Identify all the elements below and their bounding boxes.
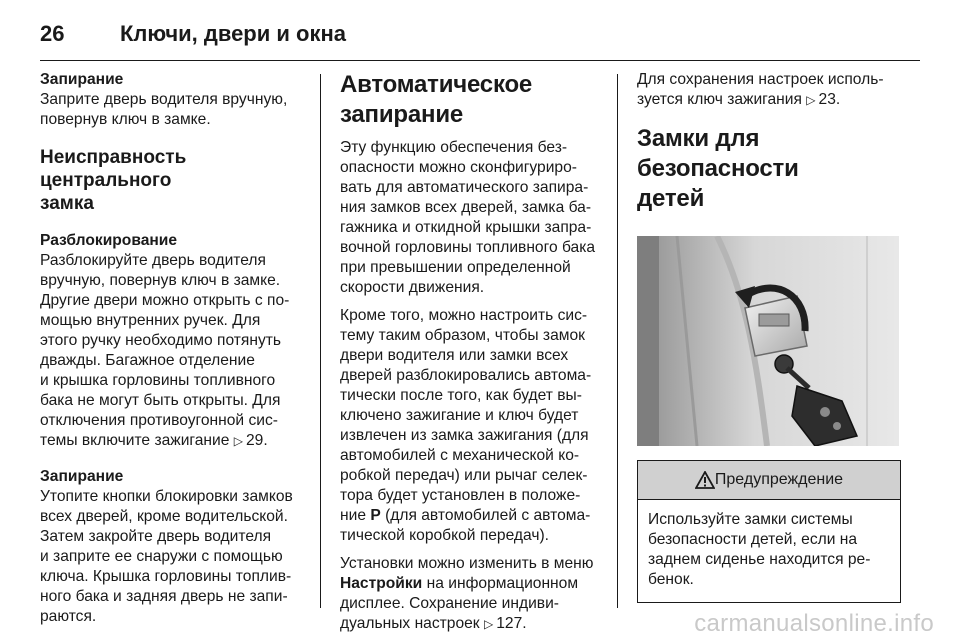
child-locks-heading-line: детей xyxy=(637,185,705,212)
site-watermark: carmanualsonline.info xyxy=(694,610,934,637)
auto-lock-para2-line: двери водителя или замки всех xyxy=(340,347,569,364)
lock2-text-line: ключа. Крышка горловины топлив- xyxy=(40,568,292,585)
child-lock-illustration xyxy=(637,236,899,446)
auto-lock-para1-line: опасности можно сконфигуриро- xyxy=(340,159,577,176)
page-reference-link[interactable]: ▷ 23. xyxy=(806,91,840,108)
auto-lock-para2-line: тической коробкой передач). xyxy=(340,527,550,544)
intro-line xyxy=(637,90,902,110)
auto-lock-para2-line: тически после того, как будет вы- xyxy=(340,387,582,404)
text-fragment: дуальных настроек xyxy=(340,615,480,632)
text-fragment: зуется ключ зажигания xyxy=(637,91,802,108)
page-number: 26 xyxy=(40,21,65,46)
column-divider-1 xyxy=(320,74,321,608)
warning-icon xyxy=(695,471,715,489)
unlock-text-line: отключения противоугонной сис- xyxy=(40,412,278,429)
lock2-text-line: Утопите кнопки блокировки замков xyxy=(40,488,293,505)
auto-lock-para3-line xyxy=(340,614,605,634)
auto-lock-para2-line: Кроме того, можно настроить сис- xyxy=(340,307,588,324)
lock2-text-line: Затем закройте дверь водителя xyxy=(40,528,272,545)
lock-text-line: повернув ключ в замке. xyxy=(40,111,211,128)
auto-lock-para1-line: вать для автоматического запира- xyxy=(340,179,589,196)
text-fragment: (для автомобилей с автома- xyxy=(385,507,591,524)
auto-lock-para1-line: Эту функцию обеспечения без- xyxy=(340,139,568,156)
warning-text-line: Используйте замки системы xyxy=(648,511,853,528)
auto-lock-para2-line: ключено зажигание и ключ будет xyxy=(340,407,579,424)
header-divider xyxy=(40,60,920,61)
auto-lock-para1-line: скорости движения. xyxy=(340,279,485,296)
auto-lock-para1-line: гажника и откидной крышки запра- xyxy=(340,219,592,236)
selector-position-p: P xyxy=(370,507,381,524)
warning-box xyxy=(637,460,901,603)
unlock-text-line: мощью внутренних ручек. Для xyxy=(40,312,261,329)
auto-lock-para1-line: вочной горловины топливного бака xyxy=(340,239,596,256)
settings-menu-name: Настройки xyxy=(340,575,423,592)
unlock-text-line xyxy=(40,431,302,451)
auto-lock-para2-line: тора будет установлен в положе- xyxy=(340,487,581,504)
warning-header xyxy=(638,461,900,500)
auto-lock-para3-line xyxy=(340,574,605,594)
lock2-text-line: раются. xyxy=(40,608,97,625)
lock2-text-line: всех дверей, кроме водительской. xyxy=(40,508,288,525)
lock-text-line: Заприте дверь водителя вручную, xyxy=(40,91,288,108)
fault-heading-line: замка xyxy=(40,193,94,214)
unlock-text-line: и крышка горловины топливного xyxy=(40,372,276,389)
auto-lock-para3-line: дисплее. Сохранение индиви- xyxy=(340,595,559,612)
page-reference-link[interactable]: ▷ 29. xyxy=(234,432,268,449)
lock2-text-line: ного бака и задняя дверь не запи- xyxy=(40,588,288,605)
warning-title: Предупреждение xyxy=(714,471,844,488)
column-1 xyxy=(40,70,302,627)
auto-lock-para1-line: ния замков всех дверей, замка ба- xyxy=(340,199,592,216)
text-fragment: ние xyxy=(340,507,366,524)
child-lock-drawing xyxy=(637,236,899,446)
unlock-text-line: Другие двери можно открыть с по- xyxy=(40,292,290,309)
column-divider-2 xyxy=(617,74,618,608)
text-fragment: на информационном xyxy=(426,575,579,592)
column-2 xyxy=(340,70,605,634)
auto-lock-heading-line: запирание xyxy=(340,101,464,128)
warning-body xyxy=(638,500,900,602)
auto-lock-para2-line: автомобилей с механической ко- xyxy=(340,447,580,464)
fault-heading-line: Неисправность центрального xyxy=(40,147,187,191)
warning-text-line: бенок. xyxy=(648,571,694,588)
chapter-title: Ключи, двери и окна xyxy=(120,21,346,46)
lock2-subheading: Запирание xyxy=(40,468,124,485)
unlock-text-line: дважды. Багажное отделение xyxy=(40,352,255,369)
unlock-text-fragment: темы включите зажигание xyxy=(40,432,230,449)
unlock-text-line: Разблокируйте дверь водителя xyxy=(40,252,266,269)
intro-line: Для сохранения настроек исполь- xyxy=(637,71,884,88)
lock2-text-line: и заприте ее снаружи с помощью xyxy=(40,548,283,565)
lock-subheading: Запирание xyxy=(40,71,124,88)
auto-lock-para1-line: при превышении определенной xyxy=(340,259,571,276)
auto-lock-para2-line: дверей разблокировались автома- xyxy=(340,367,592,384)
unlock-text-line: этого ручку необходимо потянуть xyxy=(40,332,282,349)
child-locks-heading-line: Замки для безопасности xyxy=(637,125,799,182)
auto-lock-heading-line: Автоматическое xyxy=(340,71,533,98)
auto-lock-para2-line xyxy=(340,506,605,526)
warning-text-line: безопасности детей, если на xyxy=(648,531,858,548)
unlock-subheading: Разблокирование xyxy=(40,232,178,249)
page-reference-link[interactable]: ▷ 127. xyxy=(484,615,527,632)
column-3 xyxy=(637,70,902,603)
auto-lock-para3-line: Установки можно изменить в меню xyxy=(340,555,594,572)
auto-lock-para2-line: извлечен из замка зажигания (для xyxy=(340,427,589,444)
page-header xyxy=(40,14,346,54)
warning-text-line: заднем сиденье находится ре- xyxy=(648,551,871,568)
auto-lock-para2-line: робкой передач) или рычаг селек- xyxy=(340,467,588,484)
auto-lock-para2-line: тему таким образом, чтобы замок xyxy=(340,327,585,344)
unlock-text-line: бака не могут быть открыты. Для xyxy=(40,392,281,409)
unlock-text-line: вручную, повернув ключ в замке. xyxy=(40,272,281,289)
